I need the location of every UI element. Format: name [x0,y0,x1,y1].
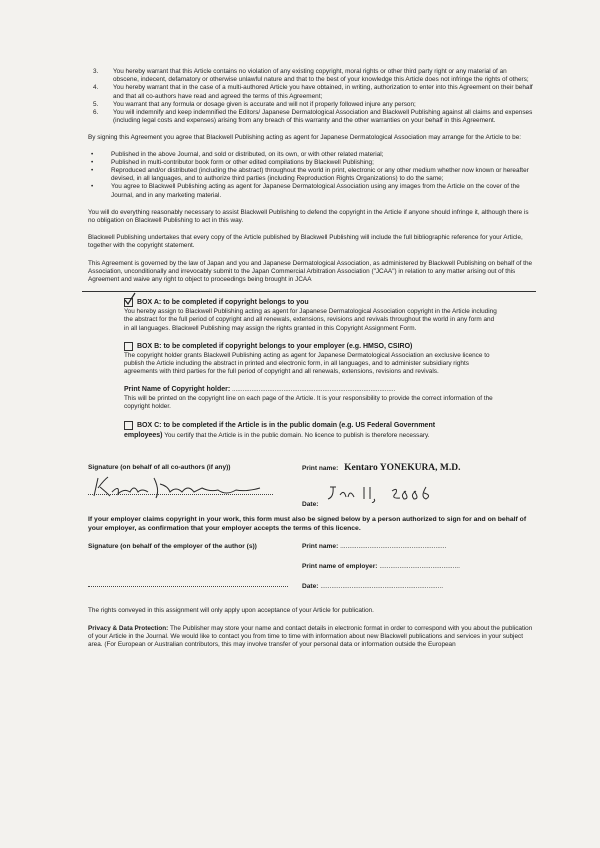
bullet-text: Published in multi-contributor book form or other edited compilations by Blackwell Publishing; [111,158,374,166]
bullet-item [88,159,534,167]
handwritten-date-strokes [324,485,444,503]
box-c-checkbox[interactable] [124,421,133,430]
employer-notice: If your employer claims copyright in your work, this form must also be signed below by a person authorized to sign for and on behalf of your employer, as confirmation that your employer accepts the terms of this licence. [88,516,527,532]
warranty-number: 6. [93,109,99,117]
box-b-body: The copyright holder grants Blackwell Publishing acting as agent for Japanese Dermatological Association an exclusive licence to publish the Article including the abstract in printed and electronic form, in all languages, and to administer subsidiary rights agreements with third parties for the full period of copyright and all renewals, extensions, revisions and revivals. [124,351,490,376]
warranty-text: You warrant that any formula or dosage given is accurate and will not if properly followed injure any person; [113,100,416,108]
author-signature-area [88,464,534,516]
signature-label: Signature (on behalf of all co-authors (if any)) [88,464,231,472]
warranty-list [88,68,534,125]
defend-paragraph: You will do everything reasonably necessary to assist Blackwell Publishing to defend the copyright in the Article if anyone should infringe it, although there is no obligation on Blackwell Publishing to act in this way. [88,208,529,225]
employer-signature-line[interactable] [88,586,288,587]
box-a-heading [124,298,500,307]
copyright-holder-label: Print Name of Copyright holder: [124,386,231,394]
warranty-item [88,68,534,84]
warranty-item [88,84,534,100]
copyright-holder-note: This will be printed on the copyright line on each page of the Article. It is your responsibility to provide the correct information of the copyright holder. [124,394,493,410]
warranty-number: 5. [93,100,99,108]
bullet-text: You agree to Blackwell Publishing acting as agent for Japanese Dermatological Association using any images from the Article on the cover of the Journal, and in any marketing material. [111,183,520,199]
bullet-icon: • [91,158,94,166]
print-name-label: Print name: [302,465,339,473]
employer-name-label: Print name of employer: [302,563,378,571]
bullet-text: Published in the above Journal, and sold or distributed, on its own, or with other related material; [111,150,384,158]
employer-print-name-field[interactable]: .......................................................... [340,543,447,551]
box-a-checkbox[interactable] [124,298,133,307]
box-c [124,421,500,440]
bullet-item [88,183,534,199]
privacy-body: The Publisher may store your name and contact details in electronic format in order to correspond with you about the publication of your Article in the Journal. We would like to contact you from time to time with information about new Blackwell publications and services in your subject area. (For European or Australian contributors, this may involve transfer of your personal data or information outside the European [88,624,533,649]
privacy-paragraph [88,625,534,650]
print-name-row [302,464,522,473]
copyright-holder-field[interactable]: ............................................................................................ [231,386,396,394]
employer-date-label: Date: [302,583,319,591]
date-label: Date: [302,501,319,509]
employer-print-name-label: Print name: [302,543,339,551]
box-a [124,298,500,333]
box-b-title: BOX B: to be completed if copyright belongs to your employer (e.g. HMSO, CSIRO) [137,342,413,350]
rights-note: The rights conveyed in this assignment will only apply upon acceptance of your Article for publication. [88,607,374,615]
publication-bullets [88,151,534,200]
date-value [320,494,321,495]
warranty-number: 4. [93,84,99,92]
employer-signature-label: Signature (on behalf of the employer of the author (s)) [88,543,257,551]
governing-law-paragraph: This Agreement is governed by the law of Japan and you and Japanese Dermatological Association, as administered by Blackwell Publishing on behalf of the Association, unconditionally and irrevocably submit to the Japan Commercial Arbitration Association ("JCAA") in relation to any matter arising out of this Agreement and waive any right to object to proceedings being brought in JCAA [88,259,533,284]
agreement-intro: By signing this Agreement you agree that Blackwell Publishing acting as agent for Japanese Dermatological Association may arrange for the Article to be: [88,134,522,142]
privacy-title: Privacy & Data Protection: [88,624,169,632]
bullet-text: Reproduced and/or distributed (including the abstract) throughout the world in print, electronic or any other medium whether now known or hereafter devised, in all languages, and to authorize third parties (including Reproduction Rights Organizations) to do the same; [111,167,529,183]
box-b-checkbox[interactable] [124,342,133,351]
print-name-value[interactable]: Kentaro YONEKURA, M.D. [344,463,461,474]
warranty-item [88,101,534,109]
employer-signature-area [88,543,534,601]
box-c-title: BOX C: to be completed if the Article is in the public domain (e.g. US Federal Government [137,422,436,430]
bullet-icon: • [91,150,94,158]
checkmark-icon [123,292,137,306]
bullet-item [88,167,534,183]
warranty-number: 3. [93,68,99,75]
warranty-item [88,109,534,125]
warranty-text: You will indemnify and keep indemnified the Editors/ Japanese Dermatological Association and Blackwell Publishing against all claims and expenses (including legal costs and expenses) arising from any breach of this warranty and the other warranties on your behalf in this Agreement. [113,109,533,125]
bullet-icon: • [91,167,94,175]
bullet-item [88,151,534,159]
employer-date-field[interactable]: ................................................................... [320,583,444,591]
warranty-text: You hereby warrant that this Article contains no violation of any existing copyright, moral rights or other third party right or any material of an obscene, indecent, defamatory or otherwise unlawful nature and that to the best of your knowledge this Article does not infringe the rights of others; [113,68,529,84]
box-b [124,342,500,377]
bullet-icon: • [91,183,94,191]
date-row [302,494,440,509]
warranty-text: You hereby warrant that in the case of a multi-authored Article you have obtained, in writing, authorization to enter into this Agreement on their behalf and that all co-authors have read and agreed the terms of this Agreement; [113,84,533,100]
date-handwritten[interactable] [320,494,440,506]
box-c-body: You certify that the Article is in the public domain. No licence to publish is therefore necessary. [164,432,430,440]
section-divider [82,291,536,292]
handwritten-signature [90,474,270,500]
copyright-holder-section [124,386,500,411]
undertakes-paragraph: Blackwell Publishing undertakes that every copy of the Article published by Blackwell Publishing will include the full bibliographic reference for your Article, together with the copyright statement. [88,234,523,250]
employer-name-field[interactable]: ............................................ [379,563,460,571]
box-a-title: BOX A: to be completed if copyright belongs to you [137,299,309,307]
box-b-heading [124,342,500,351]
box-c-heading [124,421,500,430]
box-a-body: You hereby assign to Blackwell Publishing acting as agent for Japanese Dermatological Association copyright in the Article including the abstract for the full period of copyright and all renewals, extensions, revisions and revivals throughout the world in any form and in all languages. Blackwell Publishing may assign the rights granted in this Copyright Assignment Form. [124,308,497,332]
box-c-title-continued: employees) [124,432,163,440]
